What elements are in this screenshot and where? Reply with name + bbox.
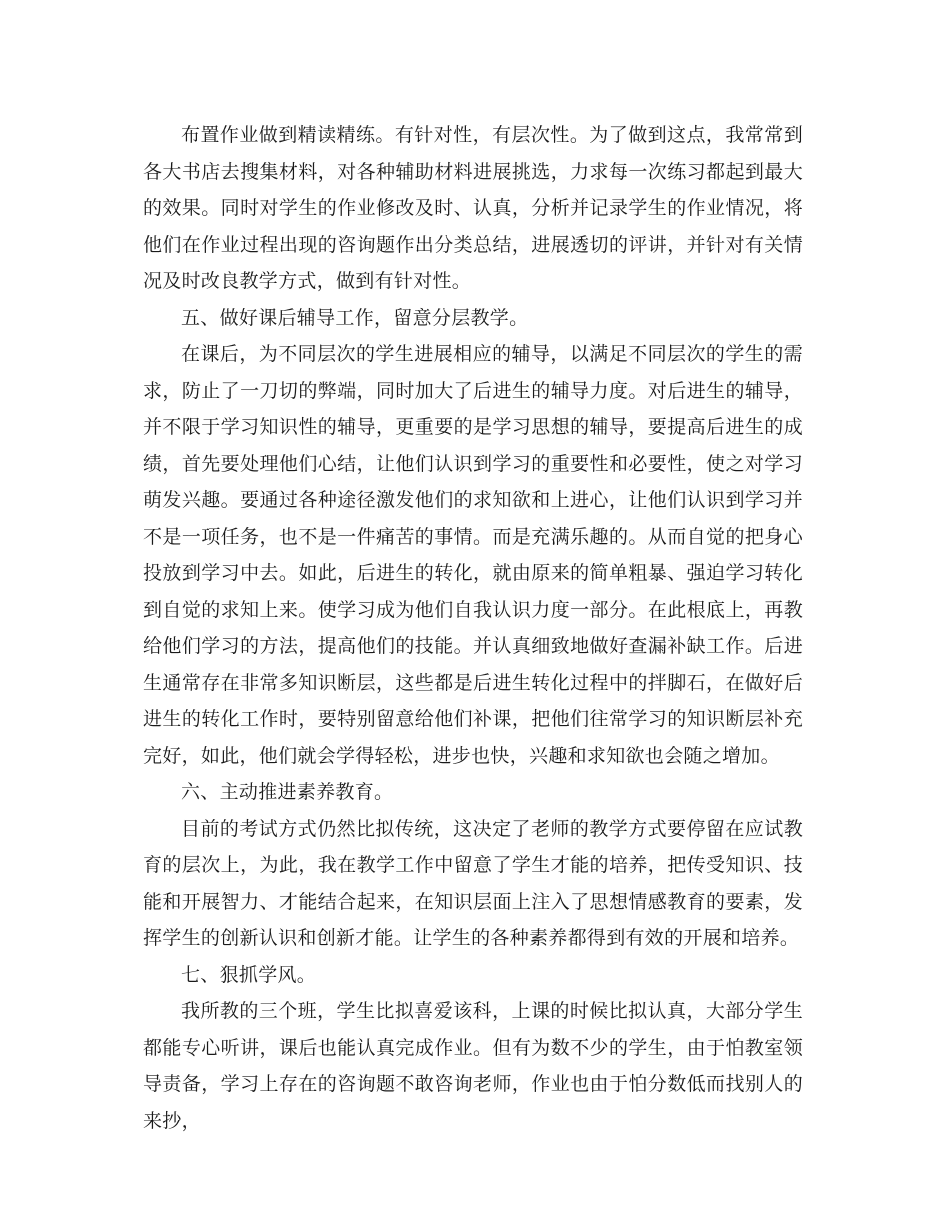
paragraph-tutoring: 在课后，为不同层次的学生进展相应的辅导，以满足不同层次的学生的需求，防止了一刀切的弊端，同时加大了后进生的辅导力度。对后进生的辅导，并不限于学习知识性的辅导，更重要的是学习思想的辅导，要提高后进生的成绩，首先要处理他们心结，让他们认识到学习的重要性和必要性，使之对学习萌发兴趣。要通过各种途径激发他们的求知欲和上进心，让他们认识到学习并不是一项任务，也不是一件痛苦的事情。而是充满乐趣的。从而自觉的把身心投放到学习中去。如此，后进生的转化，就由原来的简单粗暴、强迫学习转化到自觉的求知上来。使学习成为他们自我认识力度一部分。在此根底上，再教给他们学习的方法，提高他们的技能。并认真细致地做好查漏补缺工作。后进生通常存在非常多知识断层，这些都是后进生转化过程中的拌脚石，在做好后进生的转化工作时，要特别留意给他们补课，把他们往常学习的知识断层补充完好，如此，他们就会学得轻松，进步也快，兴趣和求知欲也会随之增加。 bbox=[143, 343, 803, 767]
document-body bbox=[143, 117, 803, 1139]
paragraph-homework: 布置作业做到精读精练。有针对性，有层次性。为了做到这点，我常常到各大书店去搜集材料，对各种辅助材料进展挑选，力求每一次练习都起到最大的效果。同时对学生的作业修改及时、认真，分析并记录学生的作业情况，将他们在作业过程出现的咨询题作出分类总结，进展透切的评讲，并针对有关情况及时改良教学方式，做到有针对性。 bbox=[143, 124, 803, 292]
heading-section-seven: 七、狠抓学风。 bbox=[181, 963, 317, 986]
paragraph-quality-education: 目前的考试方式仍然比拟传统，这决定了老师的教学方式要停留在应试教育的层次上，为此，我在教学工作中留意了学生才能的培养，把传受知识、技能和开展智力、才能结合起来，在知识层面上注入了思想情感教育的要素，发挥学生的创新认识和创新才能。让学生的各种素养都得到有效的开展和培养。 bbox=[143, 817, 803, 949]
heading-section-six: 六、主动推进素养教育。 bbox=[181, 781, 394, 803]
heading-section-five: 五、做好课后辅导工作，留意分层教学。 bbox=[181, 306, 529, 329]
paragraph-study-style: 我所教的三个班，学生比拟喜爱该科，上课的时候比拟认真，大部分学生都能专心听讲，课后也能认真完成作业。但有为数不少的学生，由于怕教室领导责备，学习上存在的咨询题不敢咨询老师，作业也由于怕分数低而找别人的来抄， bbox=[143, 1000, 803, 1132]
